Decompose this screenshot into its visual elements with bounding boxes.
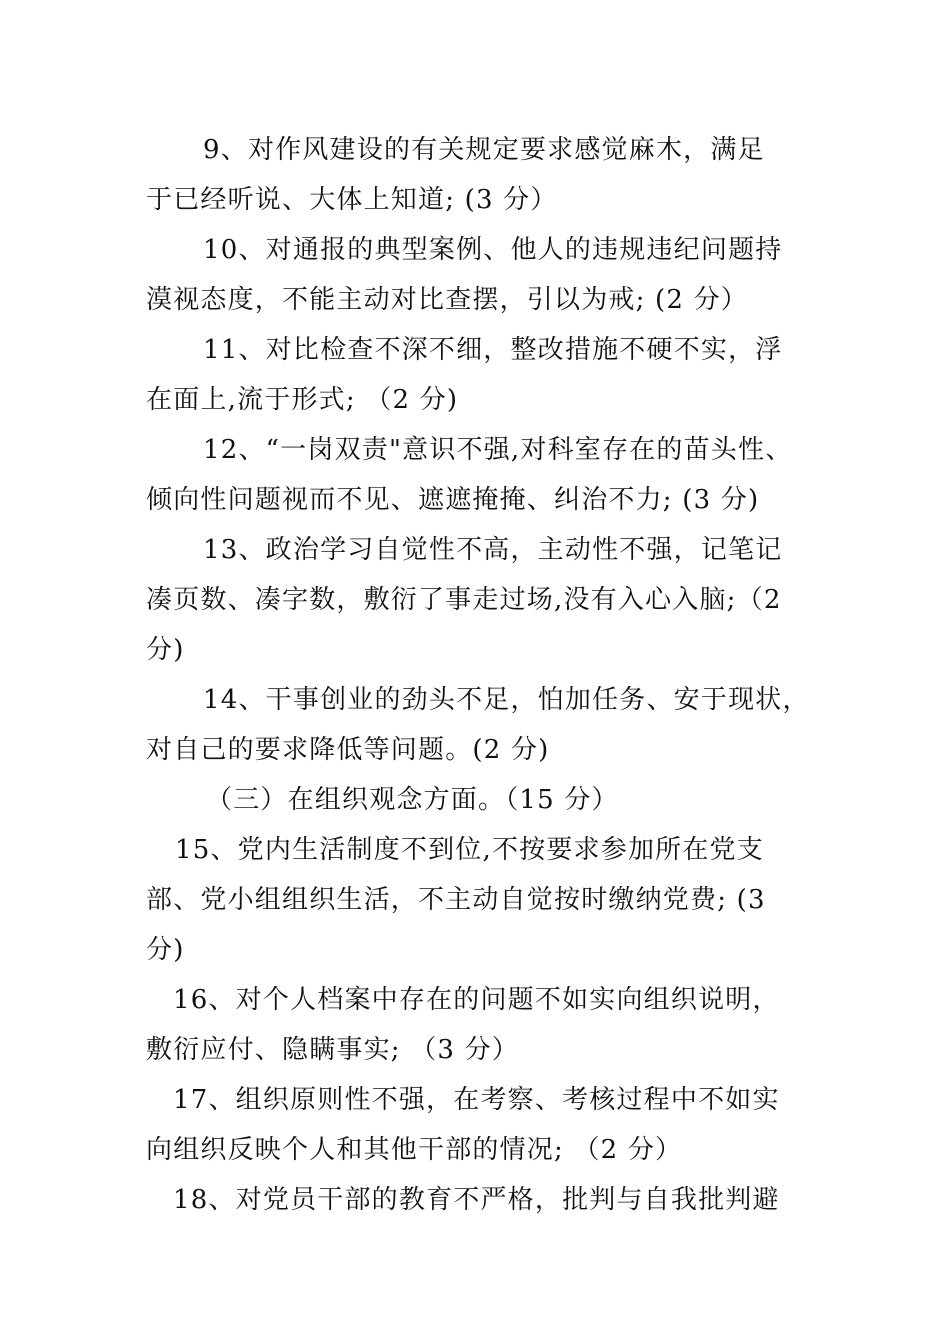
text-line-17: 分) <box>146 935 185 965</box>
text-line-2: 于已经听说、大体上知道; (3 分） <box>146 185 558 215</box>
text-line-21: 向组织反映个人和其他干部的情况; （2 分） <box>146 1135 683 1165</box>
text-line-6: 在面上,流于形式; （2 分) <box>146 385 459 415</box>
text-line-10: 凑页数、凑字数，敷衍了事走过场,没有入心入脑;（2 <box>146 585 782 615</box>
text-line-5: 11、对比检查不深不细，整改措施不硬不实，浮 <box>203 335 783 365</box>
text-line-20: 17、组织原则性不强，在考察、考核过程中不如实 <box>173 1085 780 1115</box>
section-heading: （三）在组织观念方面。（15 分） <box>206 785 619 815</box>
text-line-12: 14、干事创业的劲头不足，怕加任务、安于现状， <box>203 685 810 715</box>
text-line-11: 分) <box>146 635 185 665</box>
text-line-19: 敷衍应付、隐瞒事实; （3 分） <box>146 1035 520 1065</box>
text-line-15: 15、党内生活制度不到位,不按要求参加所在党支 <box>175 835 764 865</box>
text-line-1: 9、对作风建设的有关规定要求感觉麻木，满足 <box>203 135 765 165</box>
text-line-4: 漠视态度，不能主动对比查摆，引以为戒; (2 分） <box>146 285 748 315</box>
text-line-8: 倾向性问题视而不见、遮遮掩掩、纠治不力; (3 分) <box>146 485 760 515</box>
text-line-22: 18、对党员干部的教育不严格，批判与自我批判避 <box>173 1185 780 1215</box>
text-line-7: 12、“一岗双责"意识不强,对科室存在的苗头性、 <box>203 435 793 465</box>
text-line-13: 对自己的要求降低等问题。(2 分) <box>146 735 550 765</box>
text-line-3: 10、对通报的典型案例、他人的违规违纪问题持 <box>203 235 783 265</box>
text-line-18: 16、对个人档案中存在的问题不如实向组织说明， <box>173 985 780 1015</box>
text-line-9: 13、政治学习自觉性不高，主动性不强，记笔记 <box>203 535 783 565</box>
text-line-16: 部、党小组组织生活，不主动自觉按时缴纳党费; (3 <box>146 885 766 915</box>
